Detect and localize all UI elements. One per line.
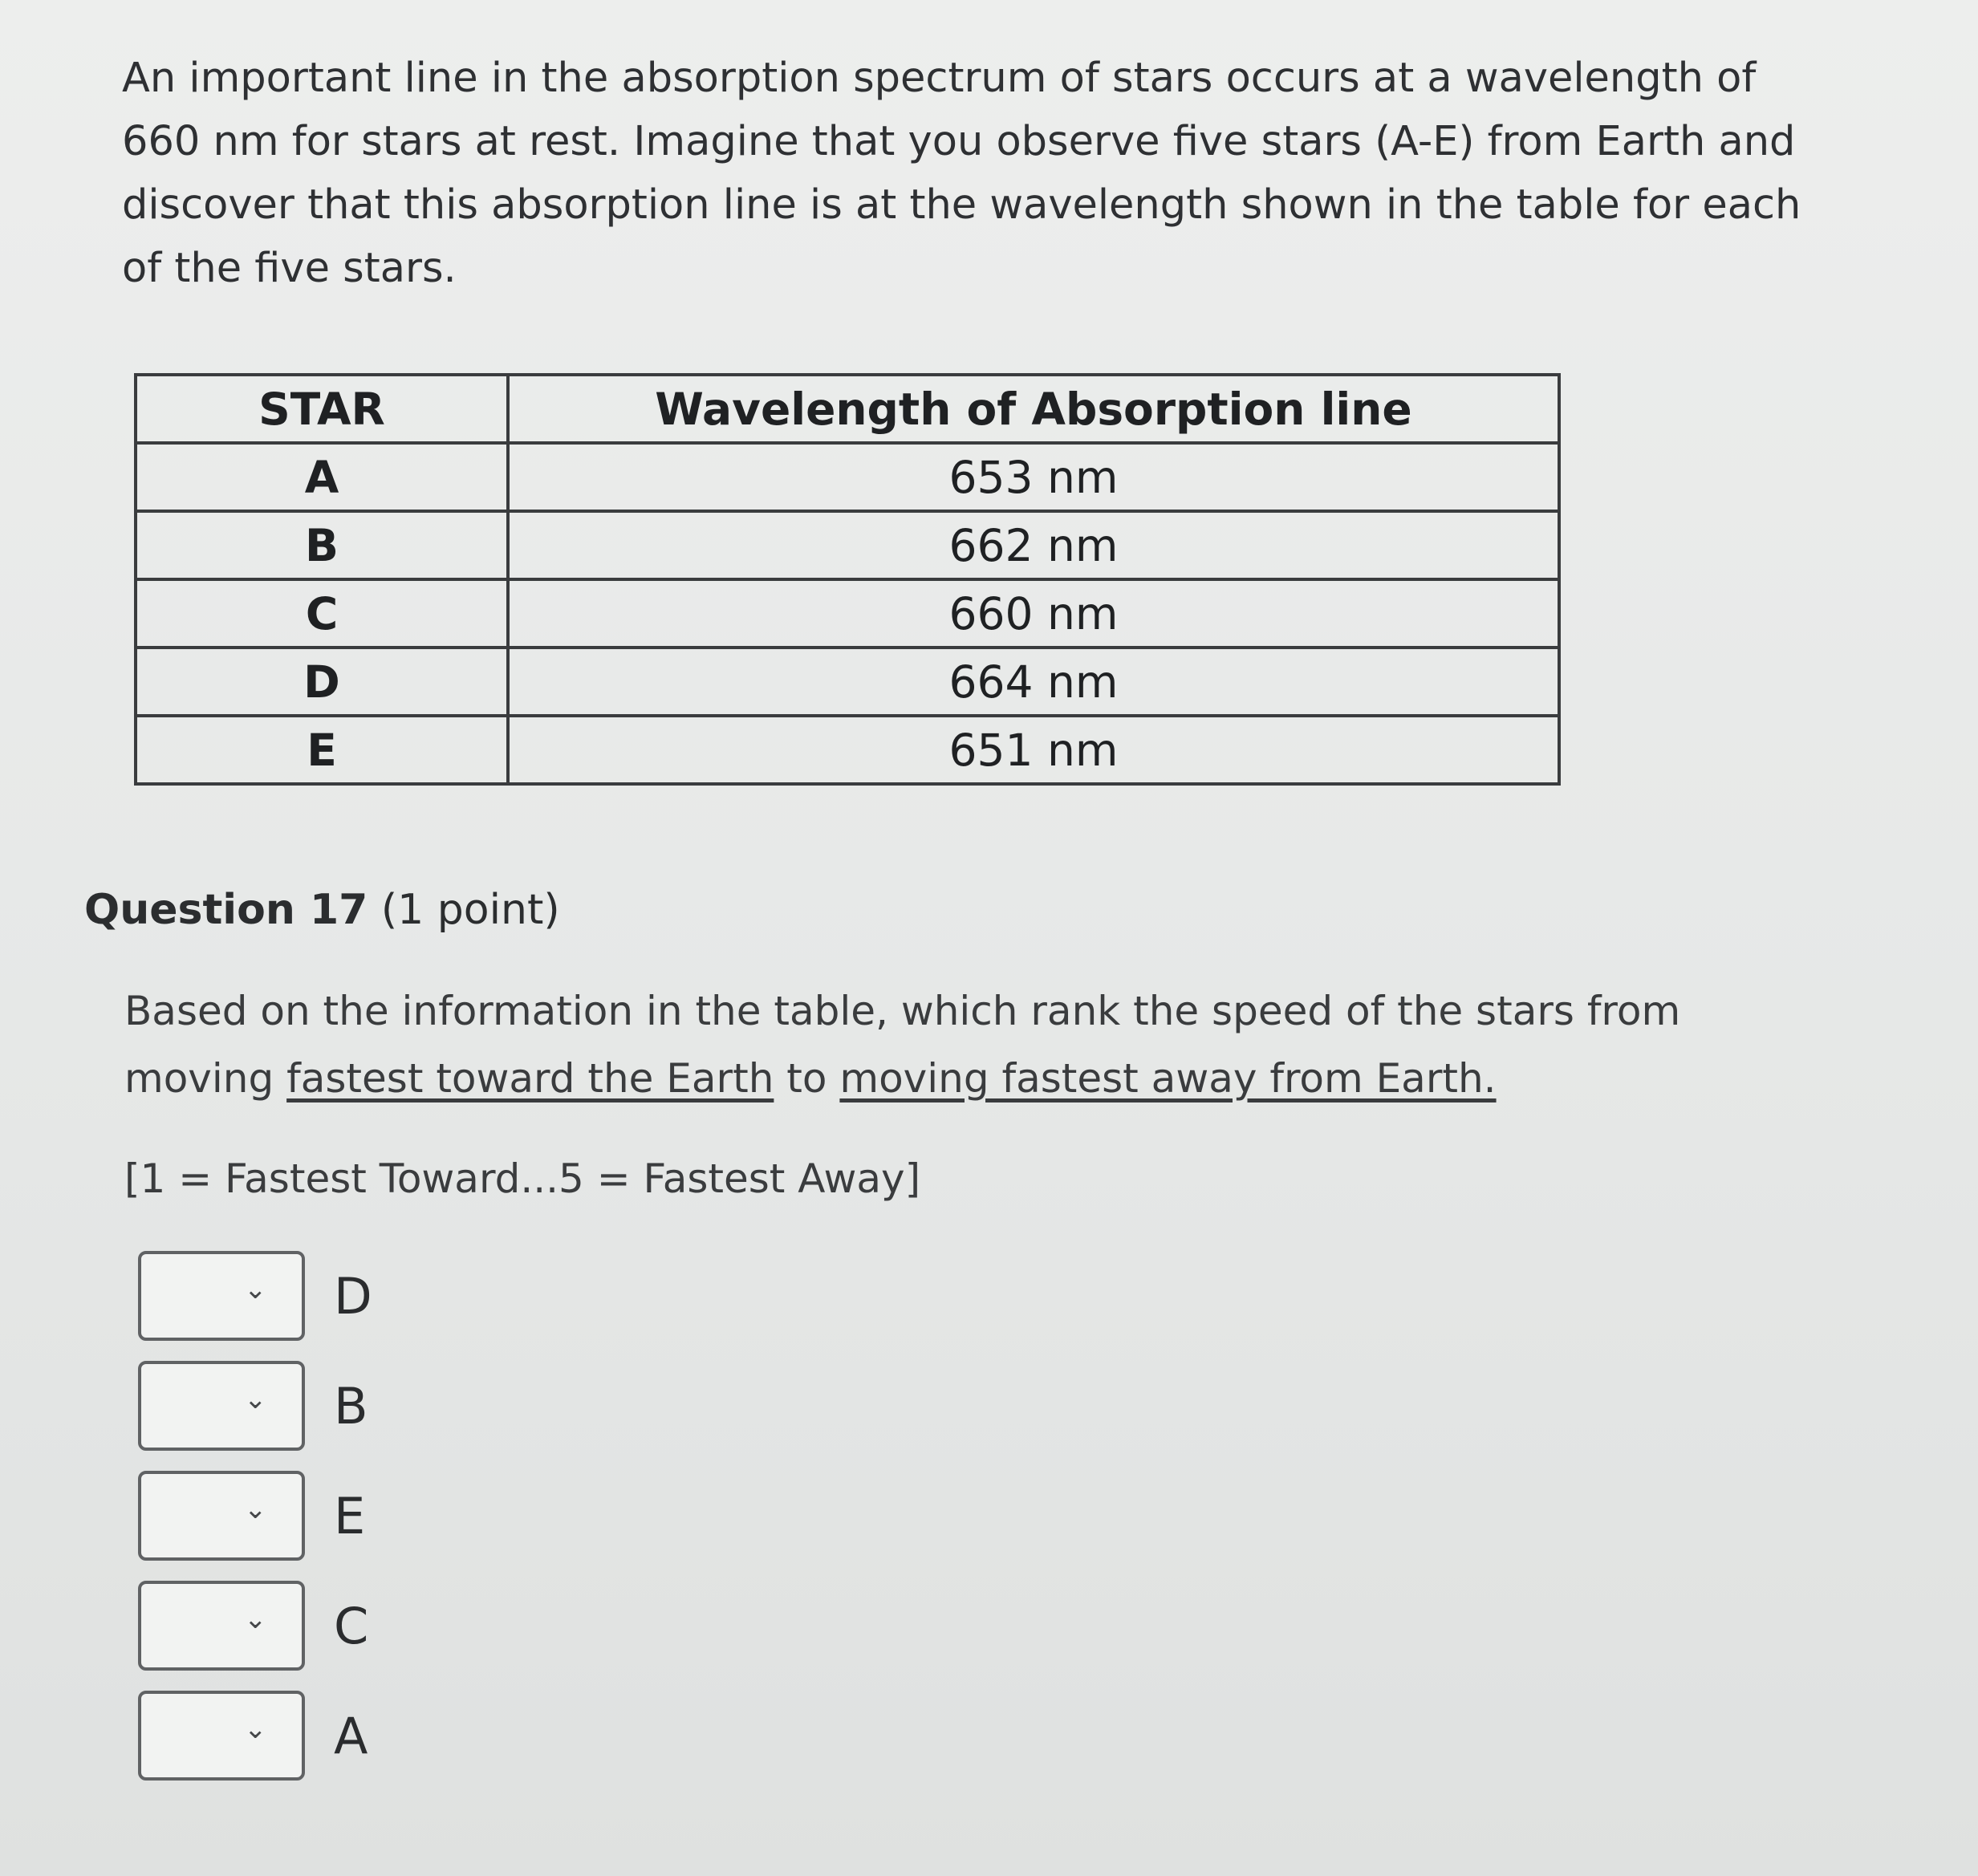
rank-dropdown[interactable] <box>138 1471 305 1561</box>
chevron-down-icon[interactable]: ⌄ <box>244 1603 267 1635</box>
rank-row-d <box>138 1249 372 1343</box>
wavelength-cell: 664 nm <box>508 648 1559 716</box>
rank-item-label: C <box>334 1596 369 1655</box>
prompt-underline-away: moving fastest away from Earth. <box>839 1055 1497 1102</box>
star-cell: C <box>136 579 508 648</box>
rank-row-b <box>138 1358 368 1453</box>
star-cell: D <box>136 648 508 716</box>
chevron-down-icon[interactable]: ⌄ <box>244 1713 267 1745</box>
star-cell: A <box>136 443 508 511</box>
intro-paragraph: An important line in the absorption spectrum of stars occurs at a wavelength of 660 nm for stars at rest. Imagine that you observe five stars (A-E) from Earth and discover that this absorption line is at the wavelength shown in the table for each of the five stars. <box>122 55 1801 292</box>
header-wavelength: Wavelength of Absorption line <box>508 375 1559 443</box>
prompt-text-start: Based on the information in the table, which rank the speed of the stars from moving <box>124 988 1681 1102</box>
chevron-down-icon[interactable]: ⌄ <box>244 1383 267 1415</box>
wavelength-cell: 660 nm <box>508 579 1559 648</box>
rank-item-label: E <box>334 1486 366 1545</box>
rank-item-label: A <box>334 1706 368 1765</box>
rank-dropdown[interactable] <box>138 1691 305 1781</box>
header-star: STAR <box>136 375 508 443</box>
star-cell: E <box>136 716 508 784</box>
star-wavelength-table <box>134 373 1561 786</box>
table-row <box>136 443 1559 511</box>
table-row <box>136 648 1559 716</box>
rank-row-a <box>138 1688 368 1783</box>
question-prompt <box>124 977 1842 1112</box>
table-header-row <box>136 375 1559 443</box>
wavelength-cell: 651 nm <box>508 716 1559 784</box>
ranking-scale-hint: [1 = Fastest Toward...5 = Fastest Away] <box>124 1155 921 1202</box>
prompt-underline-toward: fastest toward the Earth <box>286 1055 774 1102</box>
question-points: (1 point) <box>380 886 560 934</box>
rank-item-label: D <box>334 1266 372 1326</box>
chevron-down-icon[interactable]: ⌄ <box>244 1273 267 1305</box>
chevron-down-icon[interactable]: ⌄ <box>244 1493 267 1525</box>
rank-dropdown[interactable] <box>138 1581 305 1671</box>
star-cell: B <box>136 511 508 579</box>
rank-row-e <box>138 1468 365 1563</box>
rank-dropdown[interactable] <box>138 1251 305 1341</box>
rank-dropdown[interactable] <box>138 1361 305 1451</box>
question-header <box>84 886 560 934</box>
table-row <box>136 579 1559 648</box>
prompt-text-mid: to <box>774 1055 840 1102</box>
wavelength-cell: 653 nm <box>508 443 1559 511</box>
question-title: Question 17 <box>84 886 368 934</box>
table-row <box>136 511 1559 579</box>
rank-item-label: B <box>334 1376 368 1435</box>
table-row <box>136 716 1559 784</box>
wavelength-cell: 662 nm <box>508 511 1559 579</box>
rank-row-c <box>138 1578 368 1673</box>
